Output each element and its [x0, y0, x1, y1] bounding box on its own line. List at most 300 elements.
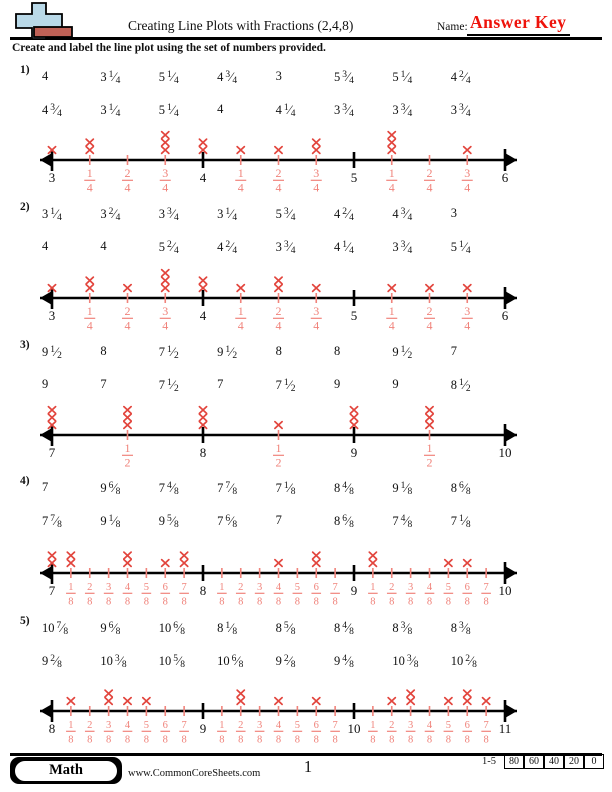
fraction-denominator-label: 8: [219, 596, 225, 608]
number-whole: 4: [333, 207, 341, 221]
fraction-denominator-label: 8: [87, 596, 93, 608]
right-arrow-icon: [506, 705, 517, 718]
minor-tick: [278, 568, 280, 578]
major-tick: [353, 703, 356, 719]
number-whole: 3: [333, 103, 341, 117]
fraction-denominator: 4: [407, 245, 413, 256]
number-whole: 9: [392, 481, 399, 495]
fraction-numerator: 5: [283, 620, 289, 631]
x-mark: [313, 560, 320, 567]
fraction-denominator: 4: [349, 75, 354, 86]
minor-tick: [466, 706, 468, 716]
number-whole: 3: [275, 240, 282, 254]
right-arrow-icon: [506, 292, 517, 305]
number-fraction: [167, 481, 179, 495]
fraction-denominator-label: 8: [294, 734, 300, 746]
fraction-numerator: 7: [50, 513, 55, 524]
x-mark: [48, 414, 55, 421]
fraction-numerator: 1: [108, 513, 114, 524]
minor-tick: [183, 568, 185, 578]
fraction-numerator: 3: [458, 620, 464, 631]
fraction-slash: ⁄: [230, 239, 233, 254]
major-tick: [353, 290, 356, 306]
fraction-denominator: 8: [349, 659, 354, 670]
number-whole: 7: [275, 513, 282, 527]
fraction-denominator-label: 8: [238, 596, 244, 608]
fraction-denominator-label: 8: [370, 596, 376, 608]
fraction-denominator: 8: [63, 626, 69, 637]
number-whole: 4: [100, 239, 107, 253]
fraction-slash: ⁄: [405, 513, 408, 528]
minor-tick: [466, 293, 468, 303]
fraction-slash: ⁄: [463, 69, 466, 84]
number-cell: [451, 620, 509, 636]
x-mark: [162, 147, 169, 154]
fraction-numerator-label: 7: [181, 582, 187, 593]
end-tick: [504, 424, 507, 446]
number-whole: 7: [450, 514, 457, 528]
fraction-denominator-label: 8: [257, 596, 263, 608]
integer-tick-label: 3: [48, 308, 56, 323]
fraction-numerator-label: 3: [257, 720, 263, 731]
number-whole: 9: [100, 514, 107, 528]
x-mark: [313, 698, 320, 705]
fraction-denominator: 4: [465, 75, 471, 86]
major-tick: [202, 565, 205, 581]
fraction-slash: ⁄: [230, 69, 233, 84]
fraction-slash: ⁄: [405, 344, 408, 359]
minor-tick: [127, 706, 129, 716]
fraction-denominator: 8: [115, 519, 121, 530]
line-plot: [0, 238, 612, 338]
fraction-numerator-label: 3: [464, 304, 471, 318]
minor-tick: [259, 568, 261, 578]
website-text: www.CommonCoreSheets.com: [128, 768, 261, 779]
fraction-numerator-label: 1: [388, 166, 395, 180]
fraction-numerator: 1: [458, 377, 464, 388]
number-whole: 7: [158, 345, 166, 359]
number-fraction: [225, 207, 237, 221]
x-mark: [464, 560, 471, 567]
fraction-denominator-label: 4: [124, 180, 131, 195]
fraction-slash: ⁄: [405, 206, 408, 221]
number-cell: [451, 480, 509, 496]
number-cell: [392, 344, 450, 360]
minor-tick: [448, 568, 450, 578]
x-mark: [199, 414, 206, 421]
fraction-denominator-label: 8: [313, 596, 319, 608]
score-cell: 0: [584, 754, 604, 769]
number-whole: 4: [42, 69, 49, 83]
fraction-denominator-label: 4: [237, 180, 244, 195]
fraction-numerator: 4: [342, 620, 347, 631]
fraction-numerator: 7: [225, 480, 231, 491]
left-arrow-icon: [40, 567, 51, 580]
fraction-slash: ⁄: [236, 653, 239, 668]
fraction-denominator-label: 8: [143, 596, 149, 608]
number-cell: [100, 69, 158, 85]
fraction-numerator-label: 6: [162, 582, 168, 593]
fraction-numerator: 1: [283, 377, 289, 388]
number-whole: 7: [158, 378, 166, 392]
fraction-numerator-label: 4: [124, 582, 131, 593]
fraction-numerator-label: 2: [87, 720, 93, 731]
numbers-row: [42, 206, 509, 224]
minor-tick: [278, 155, 280, 165]
number-cell: [334, 344, 392, 359]
x-mark: [426, 285, 433, 292]
fraction-numerator: 3: [400, 239, 406, 250]
major-tick: [353, 565, 356, 581]
major-tick: [202, 427, 205, 443]
fraction-denominator-label: 8: [332, 734, 338, 746]
x-mark: [124, 422, 131, 429]
minor-tick: [164, 293, 166, 303]
fraction-numerator-label: 1: [124, 441, 131, 455]
fraction-denominator: 8: [57, 519, 62, 530]
fraction-denominator: 4: [465, 245, 471, 256]
minor-tick: [372, 568, 374, 578]
number-whole: 7: [275, 481, 282, 495]
fraction-slash: ⁄: [230, 206, 233, 221]
minor-tick: [164, 568, 166, 578]
fraction-slash: ⁄: [171, 206, 174, 221]
x-mark: [105, 698, 112, 705]
fraction-numerator-label: 2: [275, 304, 282, 318]
fraction-slash: ⁄: [171, 377, 174, 392]
fraction-slash: ⁄: [171, 513, 174, 528]
problem-number: 1): [20, 64, 30, 76]
major-tick: [353, 427, 356, 443]
fraction-slash: ⁄: [346, 239, 350, 254]
fraction-denominator-label: 8: [106, 596, 112, 608]
fraction-numerator-label: 6: [464, 720, 470, 731]
integer-tick-label: 3: [48, 170, 56, 185]
fraction-denominator-label: 4: [86, 318, 93, 333]
number-fraction: [459, 70, 471, 84]
fraction-slash: ⁄: [113, 206, 116, 221]
fraction-numerator: 2: [108, 206, 114, 217]
line-plot: [0, 375, 612, 475]
number-cell: [217, 620, 275, 636]
number-whole: 10: [100, 654, 113, 668]
fraction-numerator: 3: [283, 239, 289, 250]
fraction-numerator: 3: [342, 69, 347, 80]
line-plot: [0, 651, 612, 751]
number-whole: 8: [217, 621, 224, 635]
x-mark: [275, 698, 282, 705]
fraction-numerator: 2: [50, 653, 55, 664]
fraction-denominator-label: 4: [162, 318, 169, 333]
fraction-numerator-label: 2: [238, 720, 244, 731]
number-fraction: [109, 70, 121, 84]
right-arrow-icon: [506, 154, 517, 167]
fraction-denominator: 8: [232, 486, 238, 497]
x-mark: [445, 698, 452, 705]
integer-tick-label: 7: [48, 445, 56, 460]
number-cell: [159, 480, 217, 496]
end-tick: [504, 562, 507, 584]
end-tick: [51, 287, 54, 309]
number-whole: 8: [333, 481, 341, 495]
minor-tick: [391, 706, 393, 716]
fraction-numerator: 6: [225, 513, 231, 524]
number-fraction: [342, 621, 354, 635]
fraction-denominator-label: 2: [426, 455, 433, 470]
fraction-numerator: 4: [400, 513, 406, 524]
fraction-denominator-label: 8: [181, 734, 187, 746]
fraction-denominator-label: 8: [275, 596, 282, 608]
number-whole: 10: [158, 654, 172, 668]
fraction-slash: ⁄: [288, 653, 291, 668]
fraction-denominator: 4: [465, 108, 471, 119]
number-whole: 3: [42, 207, 49, 221]
fraction-numerator: 1: [50, 206, 55, 217]
minor-tick: [429, 568, 431, 578]
fraction-numerator: 1: [283, 480, 289, 491]
number-whole: 8: [333, 514, 341, 528]
x-mark: [313, 552, 320, 559]
fraction-slash: ⁄: [113, 513, 116, 528]
integer-tick-label: 10: [498, 445, 512, 460]
number-whole: 8: [392, 621, 399, 635]
number-fraction: [225, 70, 237, 84]
fraction-slash: ⁄: [171, 239, 174, 254]
x-mark: [67, 560, 74, 567]
number-fraction: [459, 481, 471, 495]
fraction-slash: ⁄: [463, 102, 466, 117]
x-mark: [407, 698, 414, 705]
number-cell: [451, 344, 509, 359]
x-mark: [124, 414, 131, 421]
integer-tick-label: 7: [48, 583, 56, 598]
fraction-numerator: 2: [225, 239, 231, 250]
fraction-numerator: 1: [225, 620, 231, 631]
fraction-numerator: 1: [108, 102, 114, 113]
fraction-numerator-label: 2: [238, 582, 244, 593]
problem-number: 2): [20, 201, 30, 213]
x-mark: [67, 698, 74, 705]
answer-key-text: Answer Key: [467, 12, 570, 36]
fraction-denominator: 8: [115, 486, 121, 497]
fraction-numerator-label: 6: [313, 582, 319, 593]
fraction-slash: ⁄: [171, 69, 174, 84]
fraction-denominator-label: 8: [68, 596, 74, 608]
fraction-denominator: 8: [465, 626, 471, 637]
integer-tick-label: 11: [498, 721, 512, 736]
minor-tick: [146, 706, 148, 716]
fraction-denominator-label: 4: [237, 318, 244, 333]
fraction-numerator: 4: [342, 653, 347, 664]
integer-tick-label: 5: [350, 308, 358, 323]
x-mark: [313, 285, 320, 292]
minor-tick: [334, 706, 336, 716]
number-fraction: [401, 207, 413, 221]
fraction-numerator-label: 2: [275, 166, 282, 180]
fraction-denominator-label: 4: [313, 318, 320, 333]
minor-tick: [127, 293, 129, 303]
numbers-row: [42, 480, 509, 498]
fraction-slash: ⁄: [346, 513, 350, 528]
number-cell: [276, 69, 334, 84]
fraction-slash: ⁄: [55, 344, 58, 359]
number-whole: 7: [392, 514, 399, 528]
fraction-denominator: 4: [173, 75, 179, 86]
minor-tick: [240, 568, 242, 578]
x-mark: [86, 285, 93, 292]
integer-tick-label: 8: [199, 583, 207, 598]
fraction-slash: ⁄: [230, 344, 233, 359]
fraction-numerator-label: 7: [332, 720, 338, 731]
fraction-denominator: 4: [57, 212, 62, 223]
fraction-denominator: 8: [349, 626, 354, 637]
number-cell: [334, 480, 392, 496]
number-fraction: [284, 207, 296, 221]
fraction-numerator: 1: [167, 69, 172, 80]
fraction-numerator-label: 2: [124, 304, 131, 318]
fraction-numerator: 1: [167, 377, 172, 388]
fraction-numerator: 3: [114, 653, 120, 664]
number-fraction: [342, 70, 354, 84]
fraction-denominator-label: 8: [464, 596, 470, 608]
fraction-slash: ⁄: [61, 620, 64, 635]
number-whole: 8: [275, 344, 282, 358]
line-plot: [0, 513, 612, 613]
fraction-numerator: 1: [167, 344, 172, 355]
fraction-denominator-label: 8: [408, 734, 414, 746]
fraction-denominator: 4: [407, 108, 413, 119]
x-mark: [237, 690, 244, 697]
fraction-numerator: 1: [225, 206, 231, 217]
x-mark: [313, 139, 320, 146]
name-label: Name:: [437, 21, 468, 33]
minor-tick: [240, 155, 242, 165]
number-fraction: [401, 481, 413, 495]
minor-tick: [429, 706, 431, 716]
fraction-numerator-label: 5: [294, 582, 300, 593]
x-mark: [162, 270, 169, 277]
fraction-denominator: 4: [173, 212, 179, 223]
minor-tick: [315, 706, 317, 716]
fraction-numerator: 2: [465, 653, 470, 664]
fraction-numerator: 6: [458, 480, 464, 491]
problem-number: 5): [20, 615, 30, 627]
fraction-slash: ⁄: [463, 620, 466, 635]
number-fraction: [284, 481, 296, 495]
number-whole: 5: [333, 70, 341, 84]
fraction-numerator-label: 4: [124, 720, 131, 731]
number-whole: 7: [217, 481, 224, 495]
fraction-numerator-label: 3: [257, 582, 263, 593]
minor-tick: [108, 706, 110, 716]
fraction-numerator: 3: [406, 653, 412, 664]
integer-tick-label: 10: [498, 583, 512, 598]
minor-tick: [315, 155, 317, 165]
fraction-slash: ⁄: [405, 239, 408, 254]
number-fraction: [225, 345, 237, 359]
x-mark: [124, 407, 131, 414]
number-whole: 7: [158, 481, 166, 495]
x-mark: [275, 285, 282, 292]
number-cell: [159, 69, 217, 85]
fraction-denominator: 8: [407, 626, 413, 637]
number-fraction: [342, 207, 354, 221]
number-whole: 4: [333, 240, 341, 254]
number-fraction: [342, 481, 354, 495]
fraction-numerator: 3: [50, 102, 55, 113]
x-mark: [181, 552, 188, 559]
minor-tick: [164, 706, 166, 716]
fraction-numerator-label: 2: [124, 166, 131, 180]
major-tick: [353, 152, 356, 168]
number-fraction: [459, 621, 471, 635]
fraction-slash: ⁄: [469, 653, 473, 668]
fraction-numerator-label: 1: [219, 720, 225, 731]
x-mark: [275, 422, 282, 429]
fraction-numerator-label: 7: [483, 582, 489, 593]
fraction-numerator: 2: [342, 206, 347, 217]
fraction-slash: ⁄: [113, 480, 116, 495]
x-mark: [483, 698, 490, 705]
number-cell: [42, 206, 100, 222]
fraction-denominator-label: 4: [275, 180, 282, 195]
fraction-denominator-label: 8: [483, 596, 489, 608]
fraction-denominator: 4: [290, 245, 296, 256]
number-whole: 3: [217, 207, 224, 221]
number-cell: [217, 344, 275, 360]
number-whole: 9: [158, 514, 166, 528]
integer-tick-label: 10: [347, 721, 361, 736]
fraction-slash: ⁄: [346, 480, 350, 495]
fraction-slash: ⁄: [55, 206, 58, 221]
number-cell: [159, 620, 217, 636]
x-mark: [86, 139, 93, 146]
number-cell: [392, 69, 450, 85]
number-cell: [217, 480, 275, 496]
number-whole: 10: [158, 621, 172, 635]
fraction-denominator-label: 8: [389, 734, 395, 746]
number-whole: 4: [217, 70, 224, 84]
number-fraction: [167, 70, 179, 84]
number-fraction: [225, 481, 237, 495]
x-mark: [67, 552, 74, 559]
fraction-numerator: 3: [458, 102, 464, 113]
number-cell: [159, 344, 217, 360]
x-mark: [464, 698, 471, 705]
fraction-numerator-label: 3: [408, 582, 414, 593]
score-cell: 20: [564, 754, 584, 769]
fraction-numerator: 3: [283, 206, 289, 217]
fraction-slash: ⁄: [463, 513, 466, 528]
minor-tick: [278, 430, 280, 440]
number-cell: [451, 69, 509, 85]
number-cell: [451, 206, 509, 221]
minor-tick: [429, 430, 431, 440]
numbers-row: [42, 620, 509, 638]
number-whole: 3: [100, 70, 107, 84]
fraction-denominator-label: 8: [426, 734, 433, 746]
fraction-numerator-label: 3: [162, 304, 169, 318]
number-fraction: [167, 207, 179, 221]
x-mark: [275, 277, 282, 284]
number-cell: [217, 69, 275, 85]
fraction-numerator-label: 1: [275, 441, 282, 455]
fraction-denominator-label: 8: [238, 734, 244, 746]
fraction-slash: ⁄: [346, 69, 350, 84]
fraction-slash: ⁄: [346, 102, 350, 117]
header-rule: [10, 37, 602, 40]
x-mark: [388, 285, 395, 292]
